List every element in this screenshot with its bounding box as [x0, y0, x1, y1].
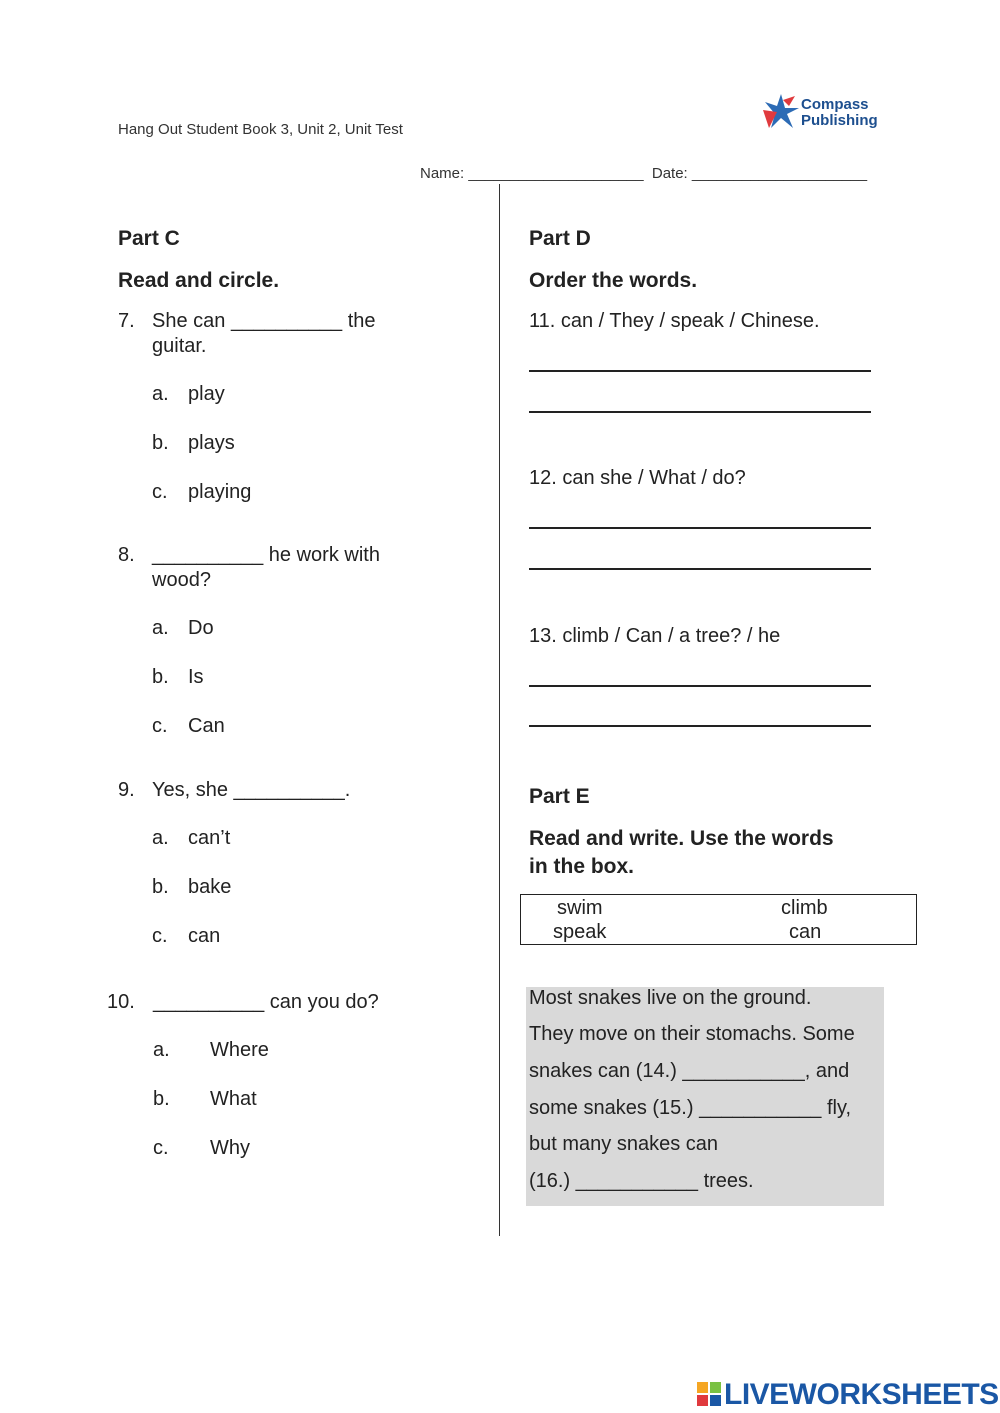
word-box-item: speak: [553, 921, 607, 943]
liveworksheets-logo: LIVEWORKSHEETS: [724, 1378, 999, 1411]
part-e-instruction-continued: in the box.: [529, 855, 634, 878]
option-choice[interactable]: can: [188, 925, 221, 947]
question-text: She can __________ the: [152, 310, 376, 332]
passage-line-with-blank[interactable]: snakes can (14.) ___________, and: [529, 1060, 850, 1082]
logo-line-2: Publishing: [801, 112, 878, 129]
passage-line-with-blank[interactable]: some snakes (15.) ___________ fly,: [529, 1097, 852, 1119]
option-choice[interactable]: plays: [188, 432, 235, 454]
question-text: __________ can you do?: [153, 991, 379, 1013]
option-choice[interactable]: can’t: [188, 827, 231, 849]
option-letter: a.: [152, 383, 169, 405]
question-number: 8.: [118, 544, 135, 566]
passage-line: Most snakes live on the ground.: [529, 987, 812, 1009]
option-letter: c.: [152, 925, 168, 947]
answer-line[interactable]: [529, 370, 871, 372]
part-e-instruction: Read and write. Use the words: [529, 827, 834, 850]
answer-line[interactable]: [529, 527, 871, 529]
option-letter: c.: [152, 481, 168, 503]
option-choice[interactable]: play: [188, 383, 225, 405]
option-choice[interactable]: bake: [188, 876, 232, 898]
passage-line: They move on their stomachs. Some: [529, 1023, 855, 1045]
option-choice[interactable]: Can: [188, 715, 225, 737]
passage-line: but many snakes can: [529, 1133, 718, 1155]
part-c-instruction: Read and circle.: [118, 269, 280, 292]
option-letter: b.: [152, 876, 169, 898]
option-letter: b.: [153, 1088, 170, 1110]
answer-line[interactable]: [529, 568, 871, 570]
order-prompt: 11. can / They / speak / Chinese.: [529, 310, 820, 332]
option-letter: b.: [152, 666, 169, 688]
logo-text: [801, 97, 878, 129]
passage-line-with-blank[interactable]: (16.) ___________ trees.: [529, 1170, 754, 1192]
part-d-heading: Part D: [529, 227, 591, 250]
option-letter: b.: [152, 432, 169, 454]
word-box-item: swim: [557, 897, 603, 919]
option-choice[interactable]: What: [210, 1088, 257, 1110]
liveworksheets-icon: [697, 1382, 721, 1406]
reading-passage: [526, 987, 884, 1206]
option-choice[interactable]: Why: [210, 1137, 250, 1159]
part-e-heading: Part E: [529, 785, 590, 808]
option-letter: a.: [152, 617, 169, 639]
option-choice[interactable]: Do: [188, 617, 214, 639]
order-prompt: 12. can she / What / do?: [529, 467, 746, 489]
answer-line[interactable]: [529, 725, 871, 727]
star-icon: [755, 82, 805, 140]
option-letter: c.: [152, 715, 168, 737]
column-divider: [499, 184, 500, 1236]
option-choice[interactable]: Is: [188, 666, 204, 688]
option-choice[interactable]: playing: [188, 481, 252, 503]
word-box-item: can: [789, 921, 822, 943]
option-letter: a.: [152, 827, 169, 849]
option-letter: a.: [153, 1039, 170, 1061]
question-text-continued: wood?: [152, 569, 211, 591]
option-letter: c.: [153, 1137, 169, 1159]
document-title: Hang Out Student Book 3, Unit 2, Unit Test: [118, 121, 403, 138]
part-d-instruction: Order the words.: [529, 269, 698, 292]
answer-line[interactable]: [529, 685, 871, 687]
word-box-item: climb: [781, 897, 828, 919]
name-date-field[interactable]: Name: _____________________ Date: _____________________: [420, 165, 868, 182]
question-text-continued: guitar.: [152, 335, 207, 357]
option-choice[interactable]: Where: [210, 1039, 269, 1061]
question-number: 7.: [118, 310, 135, 332]
question-text: __________ he work with: [152, 544, 380, 566]
question-number: 9.: [118, 779, 135, 801]
order-prompt: 13. climb / Can / a tree? / he: [529, 625, 781, 647]
word-box: [520, 894, 917, 945]
question-number: 10.: [107, 991, 135, 1013]
part-c-heading: Part C: [118, 227, 180, 250]
question-text: Yes, she __________.: [152, 779, 351, 801]
logo-line-1: Compass: [801, 96, 869, 113]
answer-line[interactable]: [529, 411, 871, 413]
